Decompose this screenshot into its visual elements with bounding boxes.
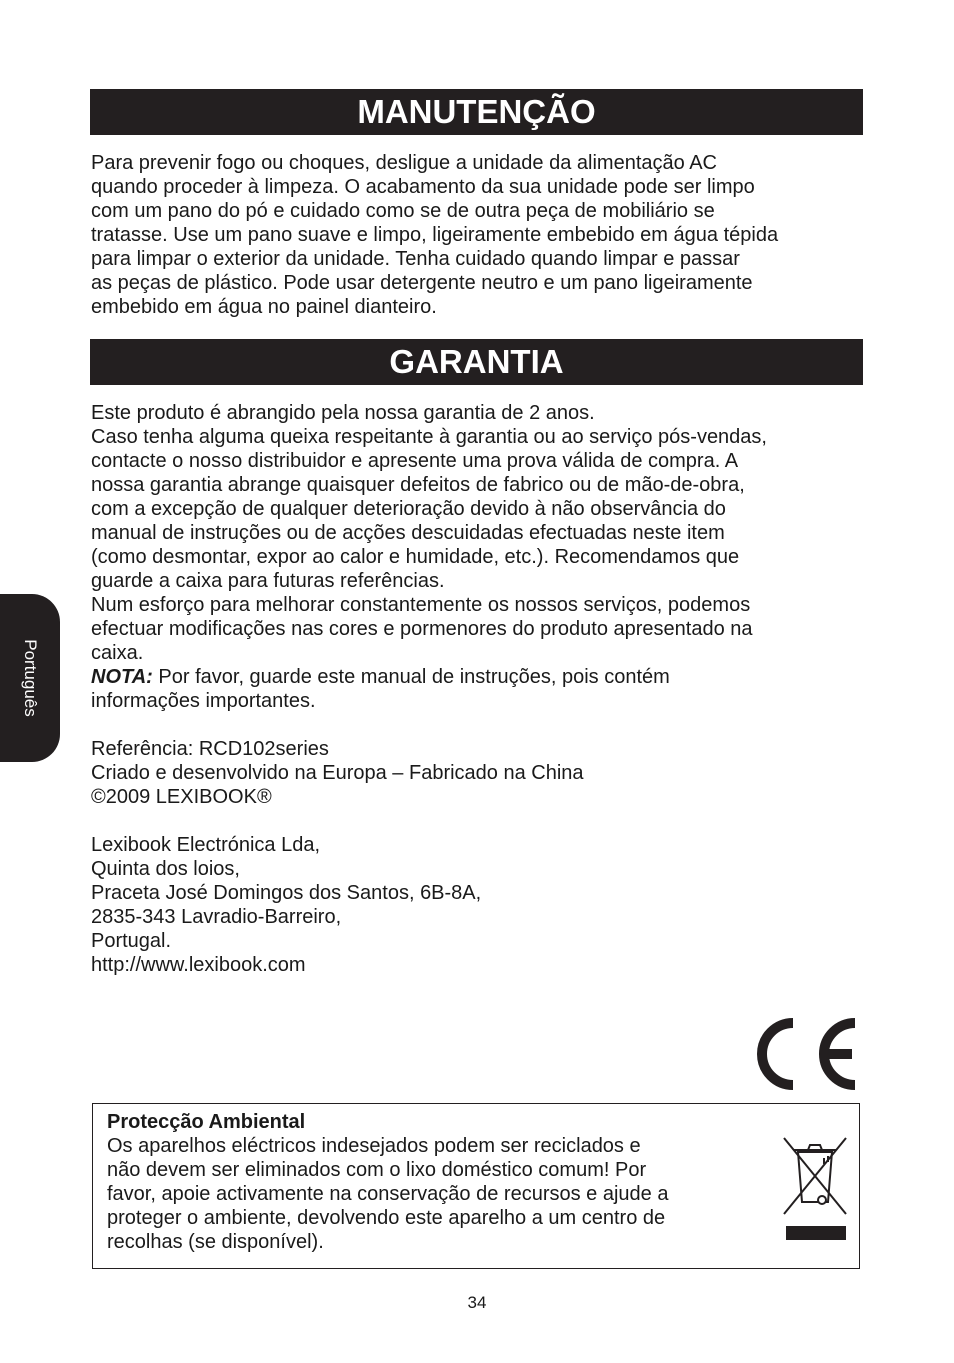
note-line bbox=[91, 665, 881, 689]
warranty-heading: GARANTIA bbox=[90, 339, 863, 385]
website-link[interactable]: http://www.lexibook.com bbox=[91, 954, 306, 976]
text-line: Num esforço para melhorar constantemente os nossos serviços, podemos bbox=[91, 594, 751, 616]
maintenance-heading: MANUTENÇÃO bbox=[90, 89, 863, 135]
company-address bbox=[91, 833, 881, 977]
text-line: tratasse. Use um pano suave e limpo, ligeiramente embebido em água tépida bbox=[91, 224, 779, 246]
text-line: embebido em água no painel dianteiro. bbox=[91, 296, 437, 318]
warranty-text bbox=[91, 401, 881, 713]
text-line: para limpar o exterior da unidade. Tenha cuidado quando limpar e passar bbox=[91, 248, 740, 270]
language-tab bbox=[0, 594, 60, 762]
address-line: Quinta dos loios, bbox=[91, 858, 240, 880]
text-line: favor, apoie activamente na conservação de recursos e ajude a bbox=[107, 1183, 669, 1205]
text-line: não devem ser eliminados com o lixo doméstico comum! Por bbox=[107, 1159, 647, 1181]
language-label: Português bbox=[21, 639, 40, 717]
environment-notice bbox=[92, 1103, 860, 1269]
text-line: recolhas (se disponível). bbox=[107, 1231, 324, 1253]
product-info bbox=[91, 737, 881, 809]
text-line: Para prevenir fogo ou choques, desligue a unidade da alimentação AC bbox=[91, 152, 717, 174]
address-line: Praceta José Domingos dos Santos, 6B-8A, bbox=[91, 882, 482, 904]
text-line: com a excepção de qualquer deterioração devido à não observância do bbox=[91, 498, 726, 520]
ce-mark-icon bbox=[752, 1015, 862, 1093]
text-line: as peças de plástico. Pode usar detergente neutro e um pano ligeiramente bbox=[91, 272, 753, 294]
crossed-out-bin-icon bbox=[776, 1134, 854, 1242]
environment-title: Protecção Ambiental bbox=[107, 1111, 306, 1133]
text-line: quando proceder à limpeza. O acabamento da sua unidade pode ser limpo bbox=[91, 176, 755, 198]
address-line: 2835-343 Lavradio-Barreiro, bbox=[91, 906, 342, 928]
maintenance-text bbox=[91, 151, 881, 319]
note-line: informações importantes. bbox=[91, 690, 316, 712]
text-line: (como desmontar, expor ao calor e humidade, etc.). Recomendamos que bbox=[91, 546, 740, 568]
text-line: Os aparelhos eléctricos indesejados podem ser reciclados e bbox=[107, 1135, 641, 1157]
text-line: com um pano do pó e cuidado como se de outra peça de mobiliário se bbox=[91, 200, 715, 222]
text-line: Este produto é abrangido pela nossa garantia de 2 anos. bbox=[91, 402, 595, 424]
text-line: proteger o ambiente, devolvendo este aparelho a um centro de bbox=[107, 1207, 666, 1229]
address-line: Lexibook Electrónica Lda, bbox=[91, 834, 321, 856]
environment-text bbox=[107, 1110, 757, 1254]
origin: Criado e desenvolvido na Europa – Fabricado na China bbox=[91, 762, 584, 784]
text-line: Caso tenha alguma queixa respeitante à garantia ou ao serviço pós-vendas, bbox=[91, 426, 767, 448]
page-number: 34 bbox=[467, 1293, 487, 1312]
copyright: ©2009 LEXIBOOK® bbox=[91, 786, 272, 808]
text-line: guarde a caixa para futuras referências. bbox=[91, 570, 445, 592]
text-line: nossa garantia abrange quaisquer defeitos de fabrico ou de mão-de-obra, bbox=[91, 474, 745, 496]
note-text: Por favor, guarde este manual de instruções, pois contém bbox=[152, 666, 670, 688]
address-line: Portugal. bbox=[91, 930, 172, 952]
text-line: manual de instruções ou de acções descuidadas efectuadas neste item bbox=[91, 522, 725, 544]
text-line: efectuar modificações nas cores e pormenores do produto apresentado na bbox=[91, 618, 753, 640]
reference: Referência: RCD102series bbox=[91, 738, 329, 760]
text-line: contacte o nosso distribuidor e apresente uma prova válida de compra. A bbox=[91, 450, 739, 472]
text-line: caixa. bbox=[91, 642, 144, 664]
note-label: NOTA: bbox=[91, 666, 153, 688]
